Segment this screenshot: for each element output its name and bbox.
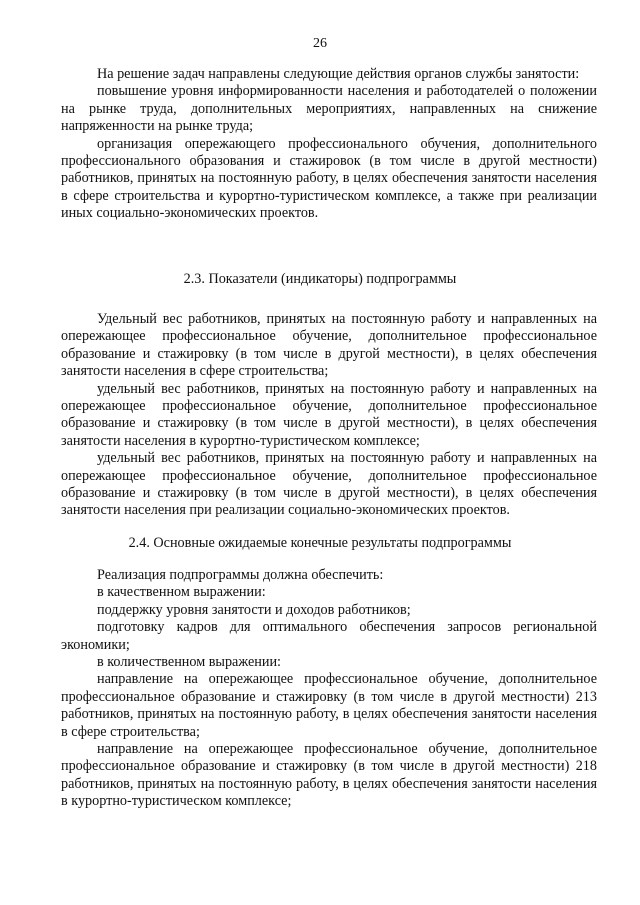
result-paragraph: поддержку уровня занятости и доходов работников; <box>97 601 411 618</box>
result-paragraph: подготовку кадров для оптимального обеспечения запросов региональной экономики; <box>61 619 597 653</box>
intro-block <box>61 66 597 223</box>
section-2-4-body <box>61 567 597 811</box>
section-2-3-heading: 2.3. Показатели (индикаторы) подпрограммы <box>183 271 457 287</box>
indicator-paragraph: удельный вес работников, принятых на постоянную работу и направленных на опережающее профессиональное обучение, дополнительное профессиональное образование и стажировку (в том числе в другой местности), в целях обеспечения занятости населения в курортно-туристическом комплексе; <box>61 380 597 449</box>
result-paragraph: направление на опережающее профессиональное обучение, дополнительное профессиональное образование и стажировку (в том числе в другой местности) 218 работников, принятых на постоянную работу, в целях обеспечения занятости населения в курортно-туристическом комплексе; <box>61 741 597 810</box>
page-number: 26 <box>313 36 327 51</box>
intro-paragraph: На решение задач направлены следующие действия органов службы занятости: <box>97 66 580 82</box>
result-paragraph: направление на опережающее профессиональное обучение, дополнительное профессиональное образование и стажировку (в том числе в другой местности) 213 работников, принятых на постоянную работу, в целях обеспечения занятости населения в сфере строительства; <box>61 671 597 740</box>
result-paragraph: в качественном выражении: <box>97 584 266 601</box>
section-2-3-body <box>61 311 597 520</box>
indicator-paragraph: Удельный вес работников, принятых на постоянную работу и направленных на опережающее профессиональное обучение, дополнительное профессиональное образование и стажировку (в том числе в другой местности), в целях обеспечения занятости населения в сфере строительства; <box>61 311 597 380</box>
intro-paragraph: повышение уровня информированности населения и работодателей о положении на рынке труда, дополнительных мероприятиях, направленных на снижение напряженности на рынке труда; <box>61 83 597 135</box>
result-paragraph: Реализация подпрограммы должна обеспечить: <box>97 567 384 583</box>
intro-paragraph: организация опережающего профессионального обучения, дополнительного профессионального образования и стажировок (в том числе в другой местности) работников, принятых на постоянную работу, в целях обеспечения занятости населения в сфере строительства и курортно-туристическом комплексе, а также при реализации иных социально-экономических проектов. <box>61 135 597 222</box>
result-paragraph: в количественном выражении: <box>97 654 281 671</box>
indicator-paragraph: удельный вес работников, принятых на постоянную работу и направленных на опережающее профессиональное обучение, дополнительное профессиональное образование и стажировку (в том числе в другой местности), в целях обеспечения занятости населения при реализации социально-экономических проектов. <box>61 450 597 519</box>
section-2-4-heading: 2.4. Основные ожидаемые конечные результаты подпрограммы <box>128 535 512 551</box>
